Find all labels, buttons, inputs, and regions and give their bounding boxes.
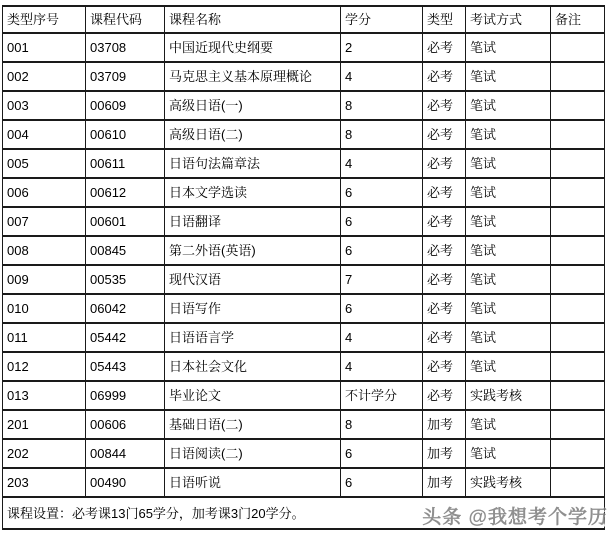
cell-type: 必考 <box>423 91 466 120</box>
table-row <box>3 62 605 91</box>
cell-seq: 013 <box>3 381 86 410</box>
cell-code: 00601 <box>86 207 165 236</box>
cell-code: 00535 <box>86 265 165 294</box>
cell-name: 高级日语(二) <box>165 120 341 149</box>
cell-seq: 002 <box>3 62 86 91</box>
cell-seq: 001 <box>3 33 86 62</box>
cell-name: 毕业论文 <box>165 381 341 410</box>
cell-type: 必考 <box>423 323 466 352</box>
cell-code: 03709 <box>86 62 165 91</box>
cell-type: 必考 <box>423 178 466 207</box>
cell-seq: 201 <box>3 410 86 439</box>
cell-code: 05443 <box>86 352 165 381</box>
cell-exam: 笔试 <box>466 352 551 381</box>
cell-type: 必考 <box>423 381 466 410</box>
cell-code: 06042 <box>86 294 165 323</box>
header-row <box>3 6 605 33</box>
cell-type: 加考 <box>423 439 466 468</box>
cell-credits: 7 <box>341 265 423 294</box>
cell-name: 第二外语(英语) <box>165 236 341 265</box>
cell-credits: 8 <box>341 410 423 439</box>
cell-name: 日语句法篇章法 <box>165 149 341 178</box>
cell-credits: 6 <box>341 294 423 323</box>
cell-exam: 笔试 <box>466 294 551 323</box>
table-row <box>3 381 605 410</box>
table-row <box>3 352 605 381</box>
cell-seq: 005 <box>3 149 86 178</box>
cell-code: 00844 <box>86 439 165 468</box>
cell-code: 00612 <box>86 178 165 207</box>
cell-note <box>551 265 605 294</box>
cell-credits: 4 <box>341 323 423 352</box>
cell-seq: 010 <box>3 294 86 323</box>
column-header-seq: 类型序号 <box>3 6 86 33</box>
cell-note <box>551 381 605 410</box>
cell-note <box>551 294 605 323</box>
table-row <box>3 439 605 468</box>
cell-name: 基础日语(二) <box>165 410 341 439</box>
cell-code: 00606 <box>86 410 165 439</box>
course-table <box>2 5 605 530</box>
cell-note <box>551 62 605 91</box>
cell-code: 05442 <box>86 323 165 352</box>
cell-credits: 6 <box>341 207 423 236</box>
cell-exam: 笔试 <box>466 33 551 62</box>
cell-seq: 202 <box>3 439 86 468</box>
column-header-exam: 考试方式 <box>466 6 551 33</box>
cell-exam: 笔试 <box>466 178 551 207</box>
cell-credits: 4 <box>341 149 423 178</box>
cell-credits: 4 <box>341 352 423 381</box>
cell-seq: 011 <box>3 323 86 352</box>
cell-exam: 笔试 <box>466 91 551 120</box>
cell-exam: 笔试 <box>466 410 551 439</box>
cell-code: 00610 <box>86 120 165 149</box>
table-row <box>3 294 605 323</box>
cell-note <box>551 410 605 439</box>
cell-exam: 笔试 <box>466 265 551 294</box>
table-row <box>3 410 605 439</box>
cell-note <box>551 120 605 149</box>
table-row <box>3 468 605 497</box>
column-header-code: 课程代码 <box>86 6 165 33</box>
cell-note <box>551 468 605 497</box>
cell-seq: 012 <box>3 352 86 381</box>
cell-credits: 6 <box>341 236 423 265</box>
cell-note <box>551 439 605 468</box>
column-header-credits: 学分 <box>341 6 423 33</box>
cell-credits: 4 <box>341 62 423 91</box>
cell-exam: 实践考核 <box>466 381 551 410</box>
table-row <box>3 91 605 120</box>
cell-credits: 6 <box>341 468 423 497</box>
cell-seq: 004 <box>3 120 86 149</box>
cell-exam: 笔试 <box>466 236 551 265</box>
cell-type: 必考 <box>423 294 466 323</box>
cell-exam: 笔试 <box>466 207 551 236</box>
cell-credits: 2 <box>341 33 423 62</box>
cell-name: 日语写作 <box>165 294 341 323</box>
table-row <box>3 207 605 236</box>
cell-type: 必考 <box>423 120 466 149</box>
cell-type: 加考 <box>423 410 466 439</box>
cell-seq: 203 <box>3 468 86 497</box>
table-row <box>3 236 605 265</box>
cell-type: 必考 <box>423 265 466 294</box>
cell-code: 00845 <box>86 236 165 265</box>
cell-seq: 003 <box>3 91 86 120</box>
cell-note <box>551 236 605 265</box>
cell-type: 必考 <box>423 236 466 265</box>
cell-name: 日语阅读(二) <box>165 439 341 468</box>
table-row <box>3 178 605 207</box>
table-row <box>3 323 605 352</box>
cell-type: 必考 <box>423 62 466 91</box>
cell-name: 日语语言学 <box>165 323 341 352</box>
cell-note <box>551 33 605 62</box>
cell-type: 必考 <box>423 352 466 381</box>
cell-name: 高级日语(一) <box>165 91 341 120</box>
cell-note <box>551 323 605 352</box>
cell-note <box>551 91 605 120</box>
column-header-note: 备注 <box>551 6 605 33</box>
cell-note <box>551 352 605 381</box>
cell-seq: 008 <box>3 236 86 265</box>
table-row <box>3 149 605 178</box>
cell-type: 加考 <box>423 468 466 497</box>
table-footer-note: 课程设置：必考课13门65学分，加考课3门20学分。 <box>3 497 605 529</box>
cell-note <box>551 149 605 178</box>
cell-credits: 8 <box>341 91 423 120</box>
cell-type: 必考 <box>423 207 466 236</box>
cell-seq: 009 <box>3 265 86 294</box>
cell-name: 日语翻译 <box>165 207 341 236</box>
watermark: 头条 @我想考个学历 <box>422 507 608 528</box>
cell-name: 现代汉语 <box>165 265 341 294</box>
cell-exam: 笔试 <box>466 323 551 352</box>
column-header-name: 课程名称 <box>165 6 341 33</box>
cell-credits: 6 <box>341 439 423 468</box>
cell-name: 日本社会文化 <box>165 352 341 381</box>
cell-exam: 实践考核 <box>466 468 551 497</box>
cell-note <box>551 178 605 207</box>
cell-exam: 笔试 <box>466 120 551 149</box>
cell-exam: 笔试 <box>466 62 551 91</box>
cell-code: 03708 <box>86 33 165 62</box>
cell-name: 日本文学选读 <box>165 178 341 207</box>
cell-name: 马克思主义基本原理概论 <box>165 62 341 91</box>
cell-seq: 007 <box>3 207 86 236</box>
table-row <box>3 33 605 62</box>
cell-name: 中国近现代史纲要 <box>165 33 341 62</box>
cell-type: 必考 <box>423 149 466 178</box>
cell-code: 06999 <box>86 381 165 410</box>
cell-name: 日语听说 <box>165 468 341 497</box>
cell-exam: 笔试 <box>466 149 551 178</box>
table-row <box>3 120 605 149</box>
cell-seq: 006 <box>3 178 86 207</box>
cell-code: 00609 <box>86 91 165 120</box>
cell-code: 00611 <box>86 149 165 178</box>
column-header-type: 类型 <box>423 6 466 33</box>
cell-note <box>551 207 605 236</box>
cell-exam: 笔试 <box>466 439 551 468</box>
table-row <box>3 265 605 294</box>
cell-type: 必考 <box>423 33 466 62</box>
cell-credits: 8 <box>341 120 423 149</box>
cell-credits: 6 <box>341 178 423 207</box>
cell-credits: 不计学分 <box>341 381 423 410</box>
cell-code: 00490 <box>86 468 165 497</box>
